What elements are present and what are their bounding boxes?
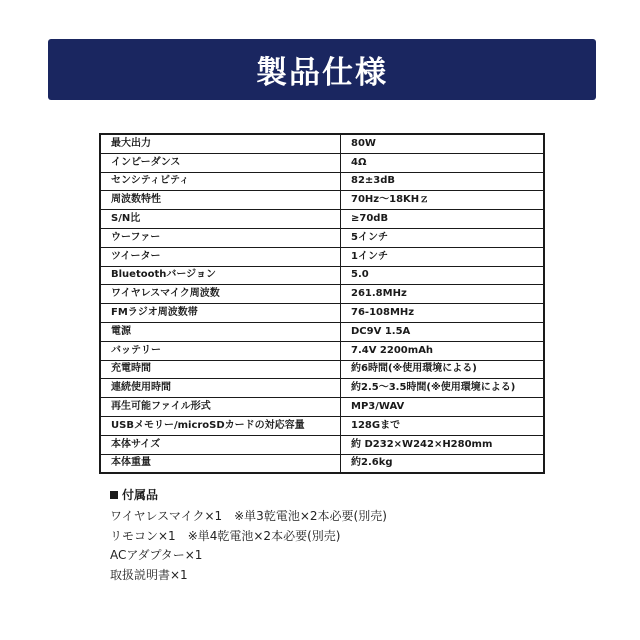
table-row	[100, 304, 544, 323]
spec-value: 76-108MHz	[341, 304, 545, 323]
spec-value: DC9V 1.5A	[341, 322, 545, 341]
table-row	[100, 360, 544, 379]
list-item: ACアダプター×1	[110, 548, 203, 562]
accessories-heading-label: 付属品	[122, 488, 159, 502]
spec-label: 周波数特性	[100, 191, 341, 210]
spec-label: Bluetoothバージョン	[100, 266, 341, 285]
table-row	[100, 435, 544, 454]
spec-label: 本体サイズ	[100, 435, 341, 454]
spec-value: 4Ω	[341, 153, 545, 172]
spec-label: 電源	[100, 322, 341, 341]
spec-value: MP3/WAV	[341, 398, 545, 417]
title-banner	[48, 39, 596, 100]
spec-label: ワイヤレスマイク周波数	[100, 285, 341, 304]
spec-label: 連続使用時間	[100, 379, 341, 398]
spec-value: 約2.6kg	[341, 454, 545, 473]
list-item: 取扱説明書×1	[110, 567, 188, 582]
spec-value: 約 D232×W242×H280mm	[341, 435, 545, 454]
spec-value: 5.0	[341, 266, 545, 285]
spec-label: ツイーター	[100, 247, 341, 266]
table-row	[100, 454, 544, 473]
table-row	[100, 322, 544, 341]
spec-value: 70Hz～18KHｚ	[341, 191, 545, 210]
spec-label: FMラジオ周波数帯	[100, 304, 341, 323]
table-row	[100, 191, 544, 210]
spec-label: 本体重量	[100, 454, 341, 473]
spec-value: 82±3dB	[341, 172, 545, 191]
spec-value: 261.8MHz	[341, 285, 545, 304]
accessories-section	[110, 486, 387, 585]
spec-label: センシティビティ	[100, 172, 341, 191]
table-row	[100, 341, 544, 360]
spec-table	[99, 133, 545, 474]
list-item: リモコン×1 ※単4乾電池×2本必要(別売)	[110, 528, 341, 543]
spec-value: 128Gまで	[341, 416, 545, 435]
spec-label: USBメモリー/microSDカードの対応容量	[100, 416, 341, 435]
spec-label: 再生可能ファイル形式	[100, 398, 341, 417]
table-row	[100, 153, 544, 172]
table-row	[100, 266, 544, 285]
spec-label: バッテリー	[100, 341, 341, 360]
table-row	[100, 172, 544, 191]
spec-value: 7.4V 2200mAh	[341, 341, 545, 360]
table-row	[100, 247, 544, 266]
accessories-heading	[110, 486, 387, 503]
list-item: ワイヤレスマイク×1 ※単3乾電池×2本必要(別売)	[110, 509, 387, 523]
spec-label: ウーファー	[100, 228, 341, 247]
spec-value: 5インチ	[341, 228, 545, 247]
square-bullet-icon	[110, 491, 118, 499]
table-row	[100, 134, 544, 153]
table-row	[100, 398, 544, 417]
page-title: 製品仕様	[256, 55, 388, 91]
spec-value: 1インチ	[341, 247, 545, 266]
spec-label: 最大出力	[100, 134, 341, 153]
table-row	[100, 379, 544, 398]
spec-value: 80W	[341, 134, 545, 153]
spec-value: 約2.5～3.5時間(※使用環境による)	[341, 379, 545, 398]
spec-label: S/N比	[100, 210, 341, 229]
table-row	[100, 416, 544, 435]
spec-value: 約6時間(※使用環境による)	[341, 360, 545, 379]
table-row	[100, 210, 544, 229]
spec-label: インピーダンス	[100, 153, 341, 172]
spec-label: 充電時間	[100, 360, 341, 379]
spec-value: ≥70dB	[341, 210, 545, 229]
table-row	[100, 285, 544, 304]
table-row	[100, 228, 544, 247]
